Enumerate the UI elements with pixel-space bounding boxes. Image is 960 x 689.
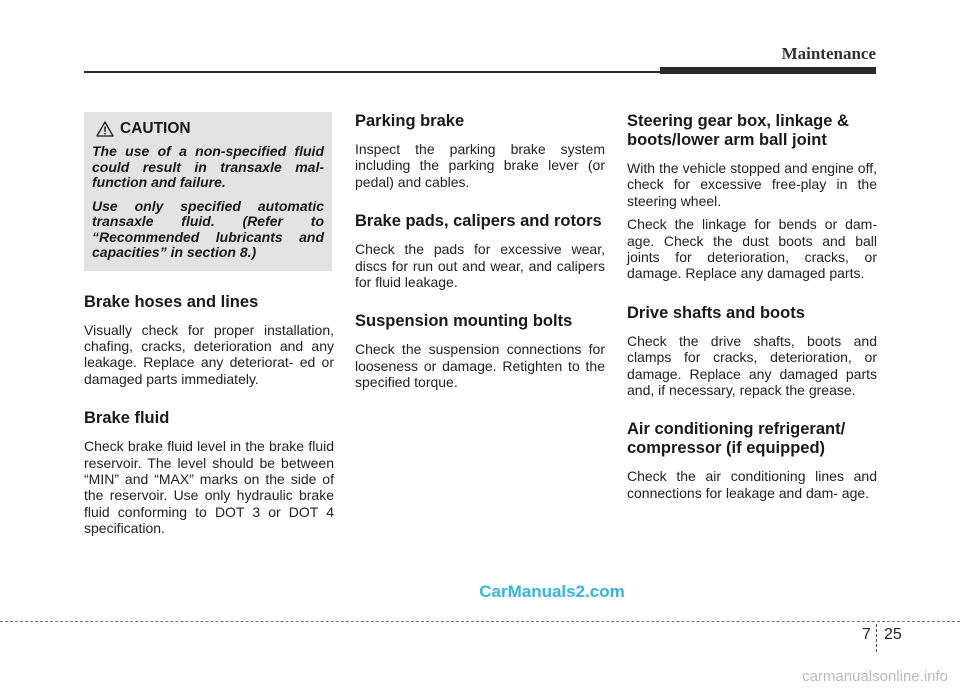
caution-header xyxy=(96,120,324,138)
page-number: 25 xyxy=(884,626,902,643)
section-paragraph: With the vehicle stopped and engine off, check for excessive free-play in the steering wheel. xyxy=(627,160,877,209)
section-heading: Steering gear box, linkage & boots/lower arm ball joint xyxy=(627,112,849,149)
section-paragraph: Check the drive shafts, boots and clamps for cracks, deterioration, or damage. Replace any damaged parts and, if necessary, repack the grease. xyxy=(627,332,877,399)
section-paragraph: Check brake fluid level in the brake fluid reservoir. The level should be between “MIN” and “MAX” marks on the side of the reservoir. Use only hydraulic brake fluid conforming to DOT 3 or DOT 4 specification. xyxy=(84,438,334,537)
section-suspension xyxy=(355,312,605,390)
section-paragraph: Check the linkage for bends or dam- age. Check the dust boots and ball joints for deterioration, cracks, or damage. Replace any damaged parts. xyxy=(627,216,877,282)
section-heading: Parking brake xyxy=(355,112,465,130)
header-rule-accent xyxy=(660,67,876,74)
section-steering xyxy=(627,112,877,282)
section-drive-shafts xyxy=(627,304,877,399)
section-parking-brake xyxy=(355,112,605,190)
caution-paragraph: Use only specified automatic transaxle fluid. (Refer to “Recommended lubricants and capacities” in section 8.) xyxy=(92,197,324,260)
section-heading: Air conditioning refrigerant/ compressor (if equipped) xyxy=(627,420,846,458)
watermark-link[interactable]: CarManuals2.com xyxy=(479,582,625,601)
section-paragraph: Inspect the parking brake system including the parking brake lever (or pedal) and cables. xyxy=(355,141,605,190)
section-heading: Brake pads, calipers and rotors xyxy=(355,212,602,231)
footer-site-link[interactable]: carmanualsonline.info xyxy=(802,668,948,685)
section-title: Maintenance xyxy=(781,44,876,63)
section-brake-fluid xyxy=(84,409,334,536)
column-2 xyxy=(355,112,605,413)
section-paragraph: Check the air conditioning lines and connections for leakage and dam- age. xyxy=(627,468,877,501)
chapter-number: 7 xyxy=(862,626,871,643)
caution-box xyxy=(84,112,332,271)
caution-title: CAUTION xyxy=(120,120,191,137)
column-3 xyxy=(627,112,877,523)
warning-triangle-icon xyxy=(96,121,114,137)
section-paragraph: Visually check for proper installation, chafing, cracks, deterioration and any leakage. Replace any deteriorat- ed or damaged parts immediately. xyxy=(84,321,334,387)
caution-paragraph: The use of a non-specified fluid could result in transaxle mal- function and failure. xyxy=(92,143,324,190)
footer-rule xyxy=(0,621,960,622)
section-brake-pads xyxy=(355,212,605,290)
section-paragraph: Check the suspension connections for looseness or damage. Retighten to the specified torque. xyxy=(355,341,605,391)
section-heading: Drive shafts and boots xyxy=(627,303,805,322)
section-brake-hoses xyxy=(84,293,334,388)
section-paragraph: Check the pads for excessive wear, discs for run out and wear, and calipers for fluid leakage. xyxy=(355,241,605,291)
section-heading: Brake fluid xyxy=(84,409,170,428)
page-number-divider xyxy=(876,624,877,652)
section-air-conditioning xyxy=(627,420,877,501)
header-rule xyxy=(84,71,660,73)
section-heading: Brake hoses and lines xyxy=(84,292,259,311)
column-1 xyxy=(84,112,334,559)
section-heading: Suspension mounting bolts xyxy=(355,312,573,331)
